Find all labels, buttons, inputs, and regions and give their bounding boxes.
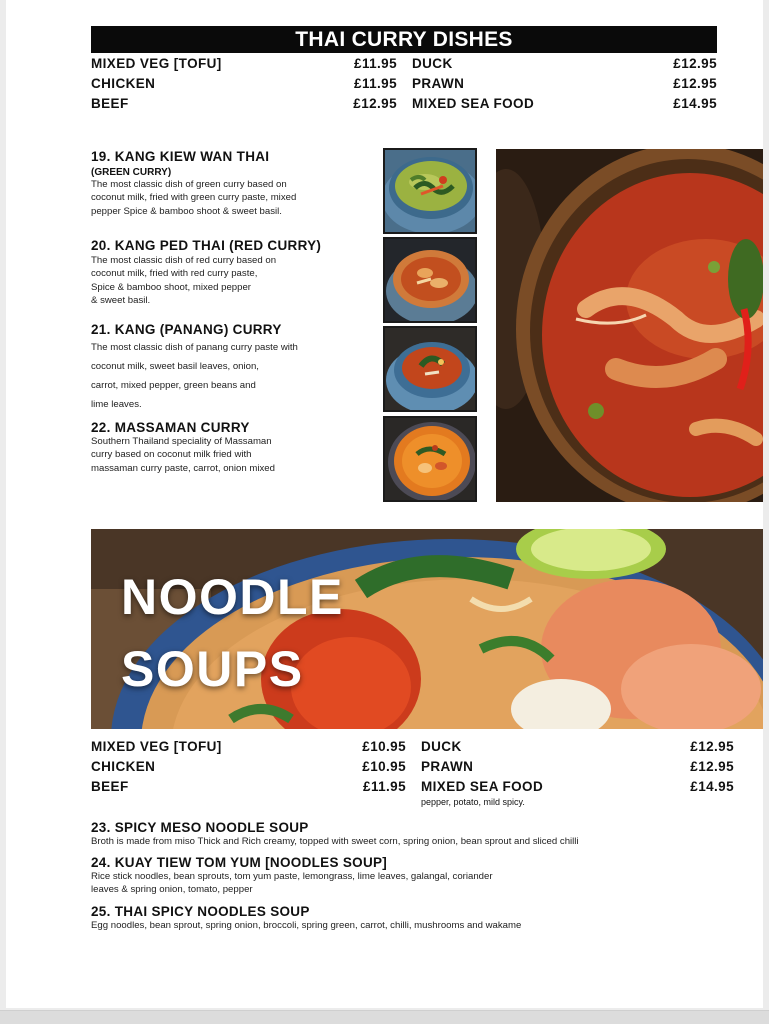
dish-subtitle: (GREEN CURRY)	[91, 167, 172, 178]
red-curry-feature-photo	[496, 149, 763, 502]
dish-21	[91, 322, 341, 414]
price-item-price: £12.95	[353, 96, 397, 111]
price-item-name: PRAWN	[421, 759, 474, 774]
price-item-name: BEEF	[91, 779, 129, 794]
price-item-name: MIXED VEG [TOFU]	[91, 739, 222, 754]
dish-title: 21. KANG (PANANG) CURRY	[91, 322, 282, 337]
dish-description: Southern Thailand speciality of Massaman curry based on coconut milk fried with massaman curry paste, carrot, onion mixed	[91, 436, 275, 474]
price-item-price: £12.95	[673, 76, 717, 91]
soup-title: 23. SPICY MESO NOODLE SOUP	[91, 820, 309, 835]
dish-description: The most classic dish of green curry based on coconut milk, fried with green curry paste, mixed pepper Spice & bamboo shoot & sweet basil.	[91, 179, 297, 217]
dish-title: 19. KANG KIEW WAN THAI	[91, 149, 270, 164]
price-item-price: £12.95	[690, 759, 734, 774]
price-item-name: BEEF	[91, 96, 129, 111]
soup-title: 24. KUAY TIEW TOM YUM [NOODLES SOUP]	[91, 855, 388, 870]
noodle-soup-banner-photo	[91, 529, 763, 729]
price-item-name: MIXED SEA FOOD	[412, 96, 535, 111]
price-item-name: MIXED VEG [TOFU]	[91, 56, 222, 71]
price-item-name: MIXED SEA FOOD	[421, 779, 544, 794]
dish-22	[91, 420, 341, 475]
green-curry-photo	[383, 148, 477, 234]
price-item-name: DUCK	[412, 56, 453, 71]
soup-25	[91, 904, 731, 932]
price-item-price: £11.95	[363, 779, 406, 794]
price-item-price: £10.95	[362, 739, 406, 754]
soup-24	[91, 855, 731, 896]
massaman-curry-photo	[383, 416, 477, 502]
dish-title: 22. MASSAMAN CURRY	[91, 420, 250, 435]
red-curry-photo	[383, 237, 477, 323]
soup-description: Egg noodles, bean sprout, spring onion, broccoli, spring green, carrot, chilli, mushrooms and wakame	[91, 920, 522, 931]
curry-section-heading: THAI CURRY DISHES	[91, 26, 717, 53]
soup-23	[91, 820, 731, 848]
dish-20	[91, 238, 341, 308]
price-item-price: £11.95	[354, 76, 397, 91]
price-item-name: CHICKEN	[91, 759, 156, 774]
price-item-price: £14.95	[673, 96, 717, 111]
price-item-price: £12.95	[690, 739, 734, 754]
soup-description: Rice stick noodles, bean sprouts, tom yum paste, lemongrass, lime leaves, galangal, coriander leaves & spring onion, tomato, pepper	[91, 871, 493, 895]
noodle-section-title-line1: NOODLE	[121, 569, 344, 625]
dish-title: 20. KANG PED THAI (RED CURRY)	[91, 238, 322, 253]
panang-curry-photo	[383, 326, 477, 412]
noodle-section-title-line2: SOUPS	[121, 641, 304, 697]
page-divider	[0, 1010, 769, 1024]
price-item-name: CHICKEN	[91, 76, 156, 91]
price-item-name: PRAWN	[412, 76, 465, 91]
price-item-price: £10.95	[362, 759, 406, 774]
soup-description: Broth is made from miso Thick and Rich creamy, topped with sweet corn, spring onion, bean sprout and sliced chilli	[91, 836, 579, 847]
soup-title: 25. THAI SPICY NOODLES SOUP	[91, 904, 310, 919]
dish-description: The most classic dish of panang curry paste with coconut milk, sweet basil leaves, onion, carrot, mixed pepper, green beans and lime leaves.	[91, 342, 298, 410]
price-item-name: DUCK	[421, 739, 462, 754]
price-item-price: £12.95	[673, 56, 717, 71]
price-item-price: £11.95	[354, 56, 397, 71]
price-item-price: £14.95	[690, 779, 734, 794]
dish-description: The most classic dish of red curry based on coconut milk, fried with red curry paste, Spice & bamboo shoot, mixed pepper & sweet basil.	[91, 255, 277, 307]
dish-19	[91, 149, 341, 218]
price-item-note: pepper, potato, mild spicy.	[421, 797, 525, 807]
